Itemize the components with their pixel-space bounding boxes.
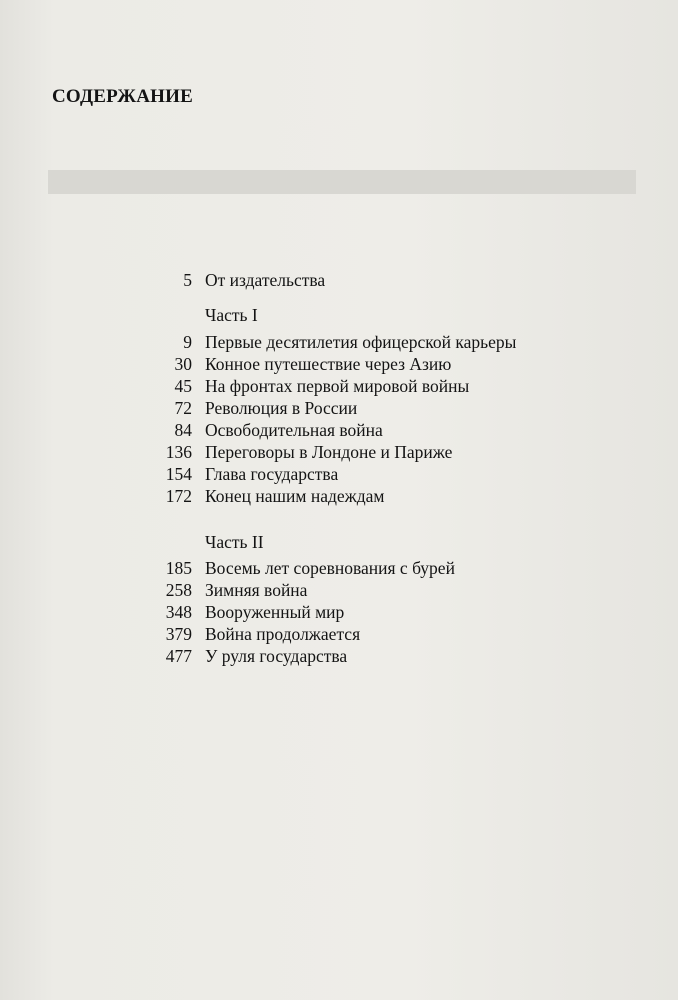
toc-page-number: 172 <box>165 486 192 506</box>
toc-entry <box>0 374 678 398</box>
part-2-heading: Часть II <box>205 532 264 552</box>
toc-entry <box>0 330 678 354</box>
toc-page-number: 9 <box>183 332 192 352</box>
toc-entry-label: Революция в России <box>205 398 358 418</box>
toc-entry <box>0 462 678 486</box>
toc-page-number: 136 <box>165 442 192 462</box>
toc-entry-label: Первые десятилетия офицерской карьеры <box>205 332 517 352</box>
toc-entry <box>0 644 678 668</box>
toc-entry <box>0 418 678 442</box>
toc-entry <box>0 484 678 508</box>
toc-entry-label: Вооруженный мир <box>205 602 345 622</box>
toc-entry-label: Освободительная война <box>205 420 383 440</box>
toc-entry-preface <box>0 268 678 292</box>
toc-page-number: 84 <box>174 420 192 440</box>
toc-entry-label: У руля государства <box>205 646 348 666</box>
toc-entry <box>0 352 678 376</box>
toc-page-number: 30 <box>174 354 192 374</box>
toc-page-number: 154 <box>165 464 192 484</box>
toc-page-number: 258 <box>165 580 192 600</box>
toc-entry <box>0 396 678 420</box>
toc-page-number: 348 <box>165 602 192 622</box>
toc-entry-label: От издательства <box>205 270 326 290</box>
toc-entry <box>0 622 678 646</box>
toc-page-number: 72 <box>174 398 192 418</box>
toc-entry-label: Конное путешествие через Азию <box>205 354 452 374</box>
toc-entry-label: Глава государства <box>205 464 339 484</box>
toc-entry-label: На фронтах первой мировой войны <box>205 376 470 396</box>
toc-entry <box>0 556 678 580</box>
toc-entry-label: Переговоры в Лондоне и Париже <box>205 442 453 462</box>
toc-entry <box>0 440 678 464</box>
toc-page-number: 379 <box>165 624 192 644</box>
toc-entry-label: Война продолжается <box>205 624 361 644</box>
toc-entry <box>0 578 678 602</box>
toc-page-number: 45 <box>174 376 192 396</box>
toc-entry-label: Конец нашим надеждам <box>205 486 385 506</box>
bleed-through-band <box>48 170 636 194</box>
toc-entry <box>0 600 678 624</box>
toc-entry-label: Зимняя война <box>205 580 308 600</box>
toc-page-number: 477 <box>165 646 192 666</box>
part-1-heading: Часть I <box>205 305 258 325</box>
toc-page-number: 5 <box>183 270 192 290</box>
toc-page-number: 185 <box>165 558 192 578</box>
contents-title: СОДЕРЖАНИЕ <box>52 86 193 107</box>
toc-entry-label: Восемь лет соревнования с бурей <box>205 558 455 578</box>
